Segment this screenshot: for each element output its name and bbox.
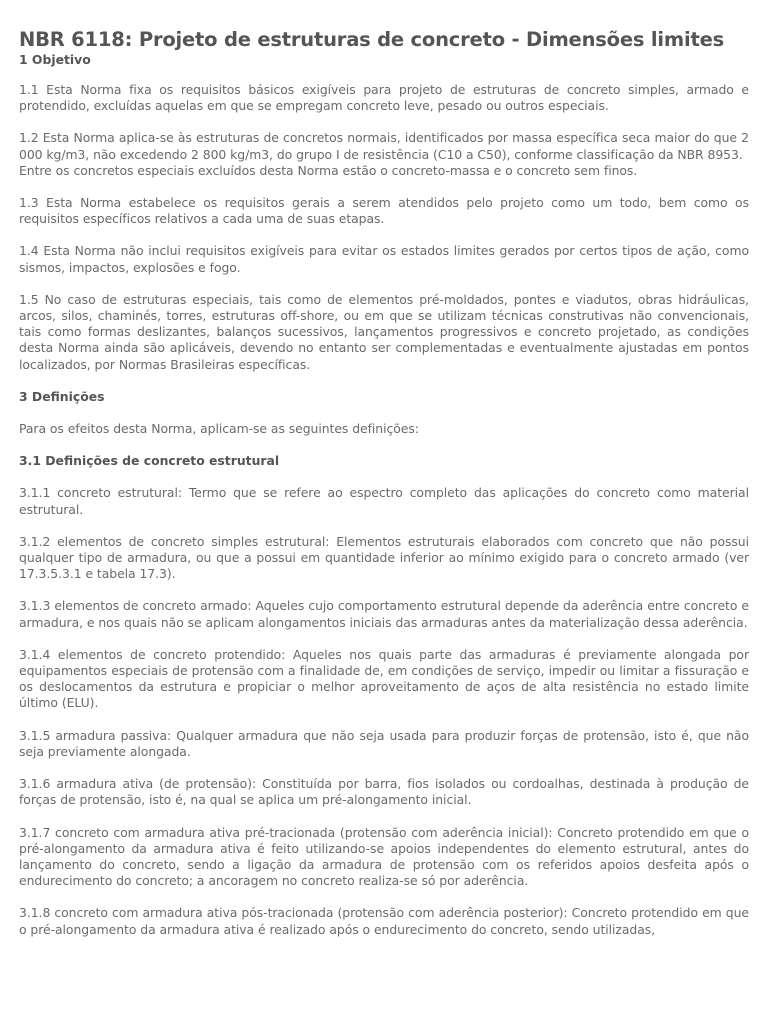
paragraph-1-2-main: 1.2 Esta Norma aplica-se às estruturas de concretos normais, identificados por massa específica seca maior do que 2 000 kg/m3, não excedendo 2 800 kg/m3, do grupo I de resistência (C10 a C50), conforme classificação da NBR 8953. xyxy=(19,130,749,162)
paragraph-3-1-3: 3.1.3 elementos de concreto armado: Aqueles cujo comportamento estrutural depende da aderência entre concreto e armadura, e nos quais não se aplicam alongamentos iniciais das armaduras antes da materialização dessa aderência. xyxy=(19,598,749,630)
document-body xyxy=(19,82,749,938)
paragraph-1-1: 1.1 Esta Norma fixa os requisitos básicos exigíveis para projeto de estruturas de concreto simples, armado e protendido, excluídas aquelas em que se empregam concreto leve, pesado ou outros especiais. xyxy=(19,82,749,114)
paragraph-1-5: 1.5 No caso de estruturas especiais, tais como de elementos pré-moldados, pontes e viadutos, obras hidráulicas, arcos, silos, chaminés, torres, estruturas off-shore, ou em que se utilizam técnicas construtivas não convencionais, tais como formas deslizantes, balanços sucessivos, lançamentos progressivos e concreto projetado, as condições desta Norma ainda são aplicáveis, devendo no entanto ser complementadas e eventualmente ajustadas em pontos localizados, por Normas Brasileiras específicas. xyxy=(19,291,749,372)
paragraph-1-2 xyxy=(19,130,749,179)
paragraph-3-intro: Para os efeitos desta Norma, aplicam-se as seguintes definições: xyxy=(19,421,419,437)
paragraph-3-1-1: 3.1.1 concreto estrutural: Termo que se refere ao espectro completo das aplicações do concreto como material estrutural. xyxy=(19,485,749,517)
paragraph-3-1-6: 3.1.6 armadura ativa (de protensão): Constituída por barra, fios isolados ou cordoalhas, destinada à produção de forças de protensão, isto é, na qual se aplica um pré-alongamento inicial. xyxy=(19,776,749,808)
paragraph-3-1-5: 3.1.5 armadura passiva: Qualquer armadura que não seja usada para produzir forças de protensão, isto é, que não seja previamente alongada. xyxy=(19,727,749,759)
paragraph-3-1-7: 3.1.7 concreto com armadura ativa pré-tracionada (protensão com aderência inicial): Concreto protendido em que o pré-alongamento da armadura ativa é feito utilizando-se apoios independentes do elemento estrutural, antes do lançamento do concreto, sendo a ligação da armadura de protensão com os referidos apoios desfeita após o endurecimento do concreto; a ancoragem no concreto realiza-se só por aderência. xyxy=(19,824,749,889)
section-heading-definicoes: 3 Definições xyxy=(19,388,105,404)
page-title: NBR 6118: Projeto de estruturas de concreto - Dimensões limites xyxy=(19,28,725,51)
section-heading-3-1: 3.1 Definições de concreto estrutural xyxy=(19,453,280,469)
paragraph-3-1-2: 3.1.2 elementos de concreto simples estrutural: Elementos estruturais elaborados com concreto que não possui qualquer tipo de armadura, ou que a possui em quantidade inferior ao mínimo exigido para o concreto armado (ver 17.3.5.3.1 e tabela 17.3). xyxy=(19,533,749,582)
paragraph-3-1-8: 3.1.8 concreto com armadura ativa pós-tracionada (protensão com aderência posterior): Concreto protendido em que o pré-alongamento da armadura ativa é realizado após o endurecimento do concreto, sendo utilizadas, xyxy=(19,905,749,937)
paragraph-3-1-4: 3.1.4 elementos de concreto protendido: Aqueles nos quais parte das armaduras é previamente alongada por equipamentos especiais de protensão com a finalidade de, em condições de serviço, impedir ou limitar a fissuração e os deslocamentos da estrutura e propiciar o melhor aproveitamento de aços de alta resistência no estado limite último (ELU). xyxy=(19,646,749,711)
section-heading-objetivo: 1 Objetivo xyxy=(19,52,91,67)
paragraph-1-4: 1.4 Esta Norma não inclui requisitos exigíveis para evitar os estados limites gerados por certos tipos de ação, como sismos, impactos, explosões e fogo. xyxy=(19,243,749,275)
paragraph-1-2-note: Entre os concretos especiais excluídos desta Norma estão o concreto-massa e o concreto sem finos. xyxy=(19,162,638,178)
paragraph-1-3: 1.3 Esta Norma estabelece os requisitos gerais a serem atendidos pelo projeto como um todo, bem como os requisitos específicos relativos a cada uma de suas etapas. xyxy=(19,195,749,227)
